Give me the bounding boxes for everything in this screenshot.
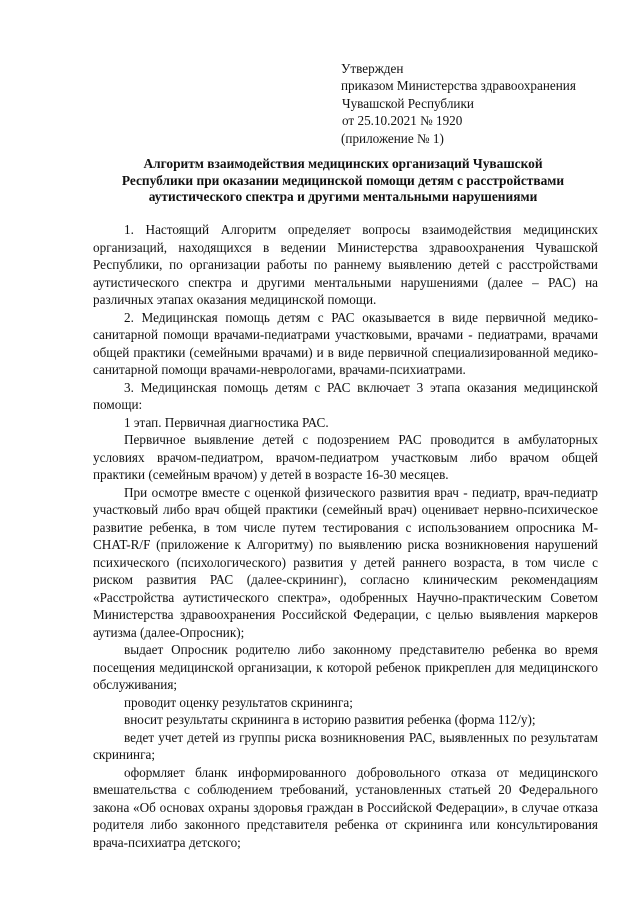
paragraph-stage-1: 1 этап. Первичная диагностика РАС. [124, 414, 329, 430]
paragraph-examination: При осмотре вместе с оценкой физического развития врач - педиатр, врач-педиатр участковый либо врач общей практики (семейный врач) оценивает нервно-психическое развитие ребенка, в том числе путем тестирования с использованием опросника M-CHAT-R/F (приложение к Алгоритму) по выявлению риска возникновения нарушений психического (психологического) развития у детей раннего возраста, в том числе с риском развития РАС (далее-скрининг), согласно клиническим рекомендациям «Расстройства аутистического спектра», одобренных Научно-практическим Советом Министерства здравоохранения Российской Федерации, с целью выявления маркеров аутизма (далее-Опросник); [93, 484, 598, 640]
approval-line: от 25.10.2021 № 1920 [342, 113, 463, 129]
document-title [88, 156, 598, 206]
paragraph-3: 3. Медицинская помощь детям с РАС включает 3 этапа оказания медицинской помощи: [93, 379, 598, 412]
paragraph-2: 2. Медицинская помощь детям с РАС оказывается в виде первичной медико-санитарной помощи врачами-педиатрами участковыми, врачами - педиатрами, врачами общей практики (семейными врачами) и в виде первичной специализированной медико-санитарной помощи врачами-неврологами, врачами-психиатрами. [93, 309, 598, 377]
paragraph-issues-questionnaire: выдает Опросник родителю либо законному представителю ребенка во время посещения медицинской организации, к которой ребенок прикреплен для медицинского обслуживания; [93, 642, 598, 692]
approval-stamp-block [341, 60, 621, 147]
paragraph-primary-detection: Первичное выявление детей с подозрением РАС проводится в амбулаторных условиях врачом-педиатром, врачом-педиатром участковым либо врачом общей практики (семейным врачом) у детей в возрасте 16-30 месяцев. [93, 432, 598, 482]
title-line: аутистического спектра и другими ментальными нарушениями [148, 189, 538, 205]
approval-line: приказом Министерства здравоохранения [341, 78, 576, 94]
approval-line: (приложение № 1) [341, 130, 444, 146]
paragraph-records-results: вносит результаты скрининга в историю развития ребенка (форма 112/у); [124, 712, 536, 727]
paragraph-keeps-records: ведет учет детей из группы риска возникновения РАС, выявленных по результатам скрининга; [93, 729, 598, 762]
approval-line: Утвержден [341, 61, 404, 76]
title-line: Республики при оказании медицинской помощи детям с расстройствами [121, 172, 565, 188]
paragraph-consent-form: оформляет бланк информированного добровольного отказа от медицинского вмешательства с соблюдением требований, установленных статьей 20 Федерального закона «Об основах охраны здоровья граждан в Российской Федерации», в случае отказа родителя либо законного представителя ребенка от скрининга или консультирования врача-психиатра детского; [93, 764, 598, 850]
approval-line: Чувашской Республики [342, 95, 474, 111]
paragraph-1: 1. Настоящий Алгоритм определяет вопросы взаимодействия медицинских организаций, находящихся в ведении Министерства здравоохранения Чувашской Республики, по организации работы по раннему выявлению детей с расстройствами аутистического спектра и другими ментальными нарушениями (далее – РАС) на различных этапах оказания медицинской помощи. [93, 222, 598, 307]
document-body [93, 221, 598, 851]
title-line: Алгоритм взаимодействия медицинских организаций Чувашской [143, 156, 543, 171]
paragraph-evaluates-results: проводит оценку результатов скрининга; [124, 694, 353, 710]
